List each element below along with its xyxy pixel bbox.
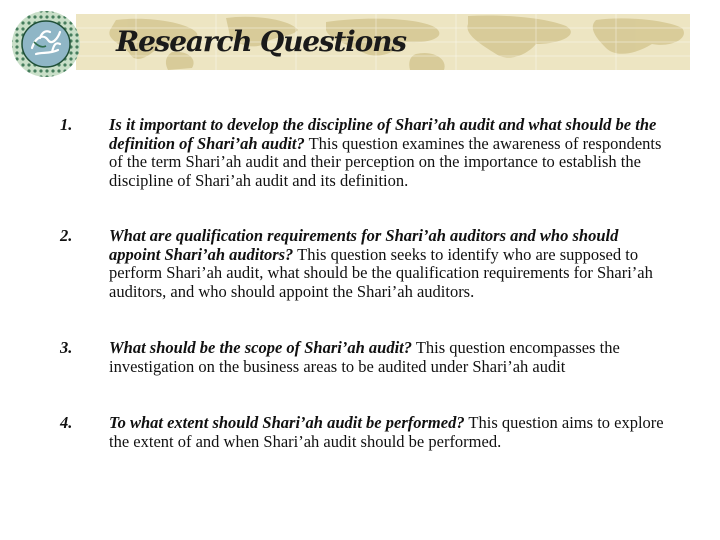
- item-text: [109, 227, 670, 301]
- list-item: [60, 414, 670, 451]
- item-number: 3.: [60, 338, 73, 357]
- item-number: 4.: [60, 413, 73, 432]
- question-description: This question examines the awareness of respondents of the term Shari’ah audit and their perception on the importance to establish the discipline of Shari’ah audit and its definition.: [109, 133, 662, 190]
- slide-title: Research Questions: [116, 25, 406, 58]
- question-description: This question seeks to identify who are supposed to perform Shari’ah audit, what should be the qualification requirements for Shari’ah auditors, and who should appoint the Shari’ah auditors.: [109, 244, 653, 301]
- list-item: [60, 339, 670, 376]
- item-text: [109, 414, 670, 451]
- item-number: 1.: [60, 115, 73, 134]
- question-text: What are qualification requirements for Shari’ah auditors and who should appoint Shari’ah auditors?: [109, 226, 619, 264]
- question-text: To what extent should Shari’ah audit be performed?: [109, 413, 465, 432]
- item-number: 2.: [60, 226, 73, 245]
- list-item: [60, 227, 670, 301]
- question-text: Is it important to develop the discipline of Shari’ah audit and what should be the definition of Shari’ah audit?: [109, 115, 657, 153]
- question-description: This question encompasses the investigation on the business areas to be audited under Shari’ah audit: [109, 338, 620, 376]
- item-text: [109, 116, 670, 190]
- calligraphy-seal-icon: [8, 8, 84, 80]
- item-text: [109, 339, 670, 376]
- list-item: [60, 116, 670, 190]
- question-description: This question aims to explore the extent of and when Shari’ah audit should be performed.: [109, 413, 664, 451]
- question-text: What should be the scope of Shari’ah audit?: [109, 338, 413, 357]
